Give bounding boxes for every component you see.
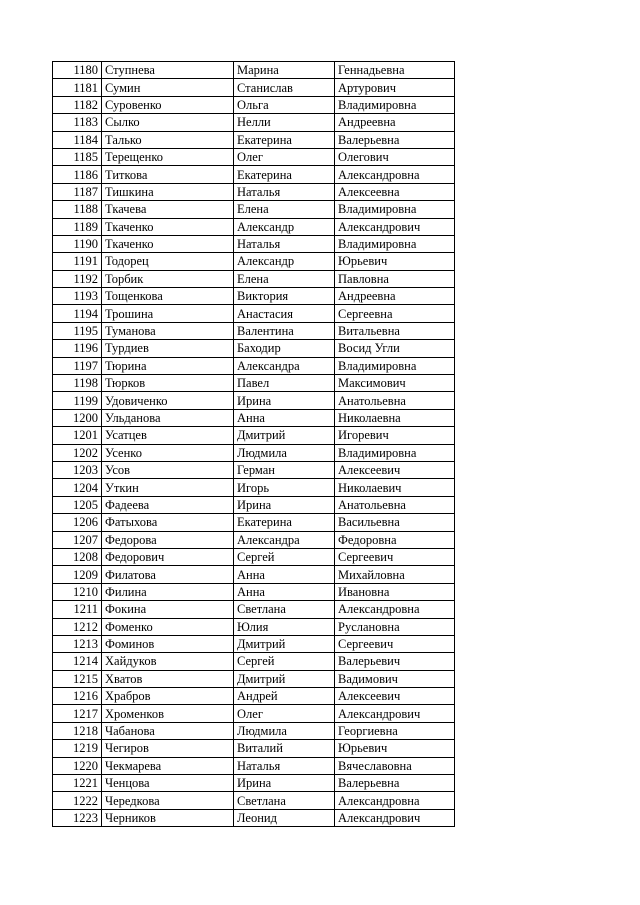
patronymic-cell: Валерьевич xyxy=(335,653,455,670)
table-row xyxy=(53,531,455,548)
row-number-cell: 1202 xyxy=(53,444,102,461)
table-row xyxy=(53,392,455,409)
patronymic-cell: Игоревич xyxy=(335,427,455,444)
table-row xyxy=(53,288,455,305)
surname-cell: Талько xyxy=(102,131,234,148)
table-row xyxy=(53,757,455,774)
patronymic-cell: Валерьевна xyxy=(335,131,455,148)
first-name-cell: Дмитрий xyxy=(234,635,335,652)
first-name-cell: Юлия xyxy=(234,618,335,635)
patronymic-cell: Анатольевна xyxy=(335,392,455,409)
surname-cell: Ступнева xyxy=(102,62,234,79)
row-number-cell: 1180 xyxy=(53,62,102,79)
surname-cell: Хайдуков xyxy=(102,653,234,670)
row-number-cell: 1220 xyxy=(53,757,102,774)
first-name-cell: Нелли xyxy=(234,114,335,131)
patronymic-cell: Андреевна xyxy=(335,114,455,131)
row-number-cell: 1197 xyxy=(53,357,102,374)
row-number-cell: 1219 xyxy=(53,740,102,757)
row-number-cell: 1200 xyxy=(53,409,102,426)
table-row xyxy=(53,601,455,618)
table-row xyxy=(53,114,455,131)
first-name-cell: Людмила xyxy=(234,444,335,461)
surname-cell: Тощенкова xyxy=(102,288,234,305)
patronymic-cell: Вадимович xyxy=(335,670,455,687)
row-number-cell: 1199 xyxy=(53,392,102,409)
first-name-cell: Екатерина xyxy=(234,166,335,183)
table-row xyxy=(53,705,455,722)
patronymic-cell: Алексеевич xyxy=(335,461,455,478)
patronymic-cell: Геннадьевна xyxy=(335,62,455,79)
first-name-cell: Александра xyxy=(234,531,335,548)
first-name-cell: Леонид xyxy=(234,809,335,826)
surname-cell: Суровенко xyxy=(102,96,234,113)
row-number-cell: 1191 xyxy=(53,253,102,270)
table-row xyxy=(53,253,455,270)
surname-cell: Хватов xyxy=(102,670,234,687)
first-name-cell: Ирина xyxy=(234,496,335,513)
table-row xyxy=(53,375,455,392)
first-name-cell: Анна xyxy=(234,583,335,600)
row-number-cell: 1211 xyxy=(53,601,102,618)
row-number-cell: 1209 xyxy=(53,566,102,583)
patronymic-cell: Алексеевич xyxy=(335,688,455,705)
patronymic-cell: Анатольевна xyxy=(335,496,455,513)
table-row xyxy=(53,548,455,565)
surname-cell: Уткин xyxy=(102,479,234,496)
first-name-cell: Дмитрий xyxy=(234,427,335,444)
table-row xyxy=(53,775,455,792)
row-number-cell: 1217 xyxy=(53,705,102,722)
patronymic-cell: Александровна xyxy=(335,166,455,183)
patronymic-cell: Восид Угли xyxy=(335,340,455,357)
first-name-cell: Ирина xyxy=(234,392,335,409)
surname-cell: Тюрков xyxy=(102,375,234,392)
surname-cell: Чередкова xyxy=(102,792,234,809)
first-name-cell: Виктория xyxy=(234,288,335,305)
patronymic-cell: Артурович xyxy=(335,79,455,96)
table-row xyxy=(53,461,455,478)
patronymic-cell: Александрович xyxy=(335,705,455,722)
surname-cell: Черников xyxy=(102,809,234,826)
surname-cell: Чекмарева xyxy=(102,757,234,774)
table-row xyxy=(53,340,455,357)
table-row xyxy=(53,479,455,496)
first-name-cell: Наталья xyxy=(234,183,335,200)
surname-cell: Ткачева xyxy=(102,201,234,218)
surname-cell: Ткаченко xyxy=(102,235,234,252)
row-number-cell: 1213 xyxy=(53,635,102,652)
table-row xyxy=(53,670,455,687)
patronymic-cell: Владимировна xyxy=(335,96,455,113)
table-row xyxy=(53,618,455,635)
table-row xyxy=(53,635,455,652)
table-row xyxy=(53,427,455,444)
row-number-cell: 1189 xyxy=(53,218,102,235)
patronymic-cell: Андреевна xyxy=(335,288,455,305)
first-name-cell: Екатерина xyxy=(234,514,335,531)
first-name-cell: Екатерина xyxy=(234,131,335,148)
surname-cell: Фокина xyxy=(102,601,234,618)
row-number-cell: 1196 xyxy=(53,340,102,357)
table-row xyxy=(53,653,455,670)
surname-cell: Тишкина xyxy=(102,183,234,200)
row-number-cell: 1215 xyxy=(53,670,102,687)
first-name-cell: Марина xyxy=(234,62,335,79)
patronymic-cell: Сергеевич xyxy=(335,548,455,565)
row-number-cell: 1185 xyxy=(53,148,102,165)
first-name-cell: Наталья xyxy=(234,235,335,252)
surname-cell: Титкова xyxy=(102,166,234,183)
table-row xyxy=(53,148,455,165)
surname-cell: Чабанова xyxy=(102,722,234,739)
table-row xyxy=(53,514,455,531)
patronymic-cell: Вячеславовна xyxy=(335,757,455,774)
surname-cell: Турдиев xyxy=(102,340,234,357)
surname-cell: Ченцова xyxy=(102,775,234,792)
patronymic-cell: Ивановна xyxy=(335,583,455,600)
patronymic-cell: Владимировна xyxy=(335,235,455,252)
table-row xyxy=(53,62,455,79)
first-name-cell: Олег xyxy=(234,148,335,165)
table-row xyxy=(53,444,455,461)
patronymic-cell: Павловна xyxy=(335,270,455,287)
surname-cell: Тюрина xyxy=(102,357,234,374)
first-name-cell: Баходир xyxy=(234,340,335,357)
names-table xyxy=(52,61,455,827)
patronymic-cell: Сергеевна xyxy=(335,305,455,322)
row-number-cell: 1188 xyxy=(53,201,102,218)
patronymic-cell: Николаевич xyxy=(335,479,455,496)
surname-cell: Тодорец xyxy=(102,253,234,270)
first-name-cell: Игорь xyxy=(234,479,335,496)
row-number-cell: 1198 xyxy=(53,375,102,392)
patronymic-cell: Михайловна xyxy=(335,566,455,583)
patronymic-cell: Федоровна xyxy=(335,531,455,548)
first-name-cell: Виталий xyxy=(234,740,335,757)
first-name-cell: Светлана xyxy=(234,792,335,809)
patronymic-cell: Руслановна xyxy=(335,618,455,635)
row-number-cell: 1223 xyxy=(53,809,102,826)
patronymic-cell: Алексеевна xyxy=(335,183,455,200)
row-number-cell: 1183 xyxy=(53,114,102,131)
first-name-cell: Герман xyxy=(234,461,335,478)
surname-cell: Филина xyxy=(102,583,234,600)
first-name-cell: Станислав xyxy=(234,79,335,96)
first-name-cell: Сергей xyxy=(234,548,335,565)
table-row xyxy=(53,166,455,183)
table-row xyxy=(53,357,455,374)
row-number-cell: 1204 xyxy=(53,479,102,496)
first-name-cell: Ольга xyxy=(234,96,335,113)
surname-cell: Торбик xyxy=(102,270,234,287)
row-number-cell: 1205 xyxy=(53,496,102,513)
surname-cell: Фоминов xyxy=(102,635,234,652)
row-number-cell: 1190 xyxy=(53,235,102,252)
first-name-cell: Ирина xyxy=(234,775,335,792)
row-number-cell: 1201 xyxy=(53,427,102,444)
table-row xyxy=(53,409,455,426)
patronymic-cell: Максимович xyxy=(335,375,455,392)
first-name-cell: Дмитрий xyxy=(234,670,335,687)
table-row xyxy=(53,218,455,235)
table-row xyxy=(53,131,455,148)
first-name-cell: Елена xyxy=(234,270,335,287)
row-number-cell: 1181 xyxy=(53,79,102,96)
first-name-cell: Александр xyxy=(234,218,335,235)
surname-cell: Сылко xyxy=(102,114,234,131)
row-number-cell: 1195 xyxy=(53,322,102,339)
row-number-cell: 1216 xyxy=(53,688,102,705)
surname-cell: Фоменко xyxy=(102,618,234,635)
table-row xyxy=(53,722,455,739)
surname-cell: Усатцев xyxy=(102,427,234,444)
patronymic-cell: Владимировна xyxy=(335,357,455,374)
surname-cell: Федорович xyxy=(102,548,234,565)
first-name-cell: Сергей xyxy=(234,653,335,670)
first-name-cell: Андрей xyxy=(234,688,335,705)
patronymic-cell: Александровна xyxy=(335,601,455,618)
surname-cell: Чегиров xyxy=(102,740,234,757)
surname-cell: Усов xyxy=(102,461,234,478)
row-number-cell: 1193 xyxy=(53,288,102,305)
table-row xyxy=(53,235,455,252)
surname-cell: Усенко xyxy=(102,444,234,461)
table-row xyxy=(53,201,455,218)
surname-cell: Ткаченко xyxy=(102,218,234,235)
surname-cell: Фатыхова xyxy=(102,514,234,531)
row-number-cell: 1221 xyxy=(53,775,102,792)
row-number-cell: 1184 xyxy=(53,131,102,148)
row-number-cell: 1218 xyxy=(53,722,102,739)
surname-cell: Фадеева xyxy=(102,496,234,513)
patronymic-cell: Владимировна xyxy=(335,201,455,218)
surname-cell: Терещенко xyxy=(102,148,234,165)
surname-cell: Сумин xyxy=(102,79,234,96)
surname-cell: Храбров xyxy=(102,688,234,705)
first-name-cell: Анастасия xyxy=(234,305,335,322)
surname-cell: Трошина xyxy=(102,305,234,322)
surname-cell: Удовиченко xyxy=(102,392,234,409)
row-number-cell: 1206 xyxy=(53,514,102,531)
first-name-cell: Наталья xyxy=(234,757,335,774)
patronymic-cell: Витальевна xyxy=(335,322,455,339)
patronymic-cell: Александровна xyxy=(335,792,455,809)
row-number-cell: 1207 xyxy=(53,531,102,548)
row-number-cell: 1182 xyxy=(53,96,102,113)
row-number-cell: 1222 xyxy=(53,792,102,809)
first-name-cell: Анна xyxy=(234,409,335,426)
surname-cell: Туманова xyxy=(102,322,234,339)
table-row xyxy=(53,566,455,583)
row-number-cell: 1187 xyxy=(53,183,102,200)
surname-cell: Федорова xyxy=(102,531,234,548)
table-row xyxy=(53,740,455,757)
patronymic-cell: Васильевна xyxy=(335,514,455,531)
row-number-cell: 1192 xyxy=(53,270,102,287)
patronymic-cell: Сергеевич xyxy=(335,635,455,652)
table-row xyxy=(53,809,455,826)
table-row xyxy=(53,322,455,339)
row-number-cell: 1214 xyxy=(53,653,102,670)
patronymic-cell: Владимировна xyxy=(335,444,455,461)
surname-cell: Хроменков xyxy=(102,705,234,722)
table-row xyxy=(53,305,455,322)
patronymic-cell: Олегович xyxy=(335,148,455,165)
row-number-cell: 1210 xyxy=(53,583,102,600)
patronymic-cell: Юрьевич xyxy=(335,253,455,270)
table-row xyxy=(53,96,455,113)
patronymic-cell: Александрович xyxy=(335,809,455,826)
row-number-cell: 1208 xyxy=(53,548,102,565)
table-row xyxy=(53,496,455,513)
table-row xyxy=(53,270,455,287)
first-name-cell: Александр xyxy=(234,253,335,270)
patronymic-cell: Георгиевна xyxy=(335,722,455,739)
row-number-cell: 1186 xyxy=(53,166,102,183)
row-number-cell: 1194 xyxy=(53,305,102,322)
table-row xyxy=(53,583,455,600)
surname-cell: Ульданова xyxy=(102,409,234,426)
first-name-cell: Елена xyxy=(234,201,335,218)
first-name-cell: Олег xyxy=(234,705,335,722)
document-page xyxy=(52,61,455,827)
row-number-cell: 1203 xyxy=(53,461,102,478)
patronymic-cell: Александрович xyxy=(335,218,455,235)
first-name-cell: Людмила xyxy=(234,722,335,739)
patronymic-cell: Валерьевна xyxy=(335,775,455,792)
table-row xyxy=(53,688,455,705)
patronymic-cell: Николаевна xyxy=(335,409,455,426)
first-name-cell: Светлана xyxy=(234,601,335,618)
table-row xyxy=(53,183,455,200)
row-number-cell: 1212 xyxy=(53,618,102,635)
table-body xyxy=(53,62,455,827)
first-name-cell: Александра xyxy=(234,357,335,374)
surname-cell: Филатова xyxy=(102,566,234,583)
patronymic-cell: Юрьевич xyxy=(335,740,455,757)
table-row xyxy=(53,792,455,809)
first-name-cell: Анна xyxy=(234,566,335,583)
first-name-cell: Павел xyxy=(234,375,335,392)
table-row xyxy=(53,79,455,96)
first-name-cell: Валентина xyxy=(234,322,335,339)
